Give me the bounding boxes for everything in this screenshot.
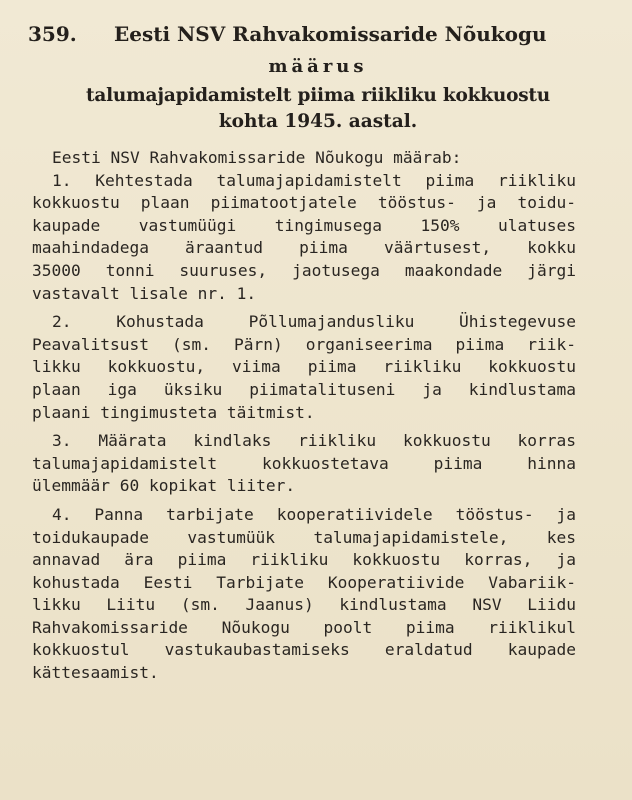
- paragraph: [32, 147, 576, 170]
- document-subject-line-1: talumajapidamistelt piima riikliku kokkuostu: [85, 85, 551, 106]
- paragraph: [32, 311, 576, 424]
- issuing-body-title: Eesti NSV Rahvakomissaride Nõukogu: [114, 22, 547, 46]
- document-heading: [28, 20, 608, 48]
- text-line: kättesaamist.: [32, 663, 159, 683]
- text-line: plaani tingimusteta täitmist.: [32, 402, 315, 422]
- document-number: 359.: [28, 22, 77, 46]
- text-line: plaan iga üksiku piimatalituseni ja kindlustama: [32, 379, 576, 399]
- paragraph: [32, 504, 576, 685]
- text-line: kaupade vastumüügi tingimusega 150% ulatuses: [32, 215, 576, 235]
- text-line: kokkuostu plaan piimatootjatele tööstus- ja toidu-: [32, 193, 576, 213]
- text-line: 35000 tonni suuruses, jaotusega maakondade järgi: [32, 260, 576, 280]
- text-line: vastavalt lisale nr. 1.: [32, 283, 257, 303]
- text-line: 4. Panna tarbijate kooperatiividele tööstus- ja: [52, 504, 576, 524]
- text-line: 3. Määrata kindlaks riikliku kokkuostu korras: [52, 431, 576, 451]
- text-line: ülemmäär 60 kopikat liiter.: [32, 476, 296, 496]
- text-line: kokkuostul vastukaubastamiseks eraldatud kaupade: [32, 640, 576, 660]
- document-body: [32, 147, 576, 685]
- document-type: määrus: [268, 56, 368, 77]
- paragraph: [32, 430, 576, 498]
- text-line: Eesti NSV Rahvakomissaride Nõukogu määrab:: [52, 148, 462, 167]
- paragraph: [32, 170, 576, 306]
- text-line: Rahvakomissaride Nõukogu poolt piima riiklikul: [32, 617, 576, 637]
- text-line: likku Liitu (sm. Jaanus) kindlustama NSV Liidu: [32, 595, 576, 615]
- text-line: kohustada Eesti Tarbijate Kooperatiivide Vabariik-: [32, 572, 576, 592]
- text-line: maahindadega äraantud piima väärtusest, kokku: [32, 238, 576, 258]
- text-line: Peavalitsust (sm. Pärn) organiseerima piima riik-: [32, 334, 576, 354]
- text-line: annavad ära piima riikliku kokkuostu korras, ja: [32, 550, 576, 570]
- text-line: 1. Kehtestada talumajapidamistelt piima riikliku: [52, 170, 576, 190]
- text-line: likku kokkuostu, viima piima riikliku kokkuostu: [32, 357, 576, 377]
- document-subject-line-2: kohta 1945. aastal.: [218, 111, 418, 132]
- text-line: 2. Kohustada Põllumajandusliku Ühistegevuse: [52, 312, 576, 332]
- text-line: talumajapidamistelt kokkuostetava piima hinna: [32, 453, 576, 473]
- text-line: toidukaupade vastumüük talumajapidamistele, kes: [32, 527, 576, 547]
